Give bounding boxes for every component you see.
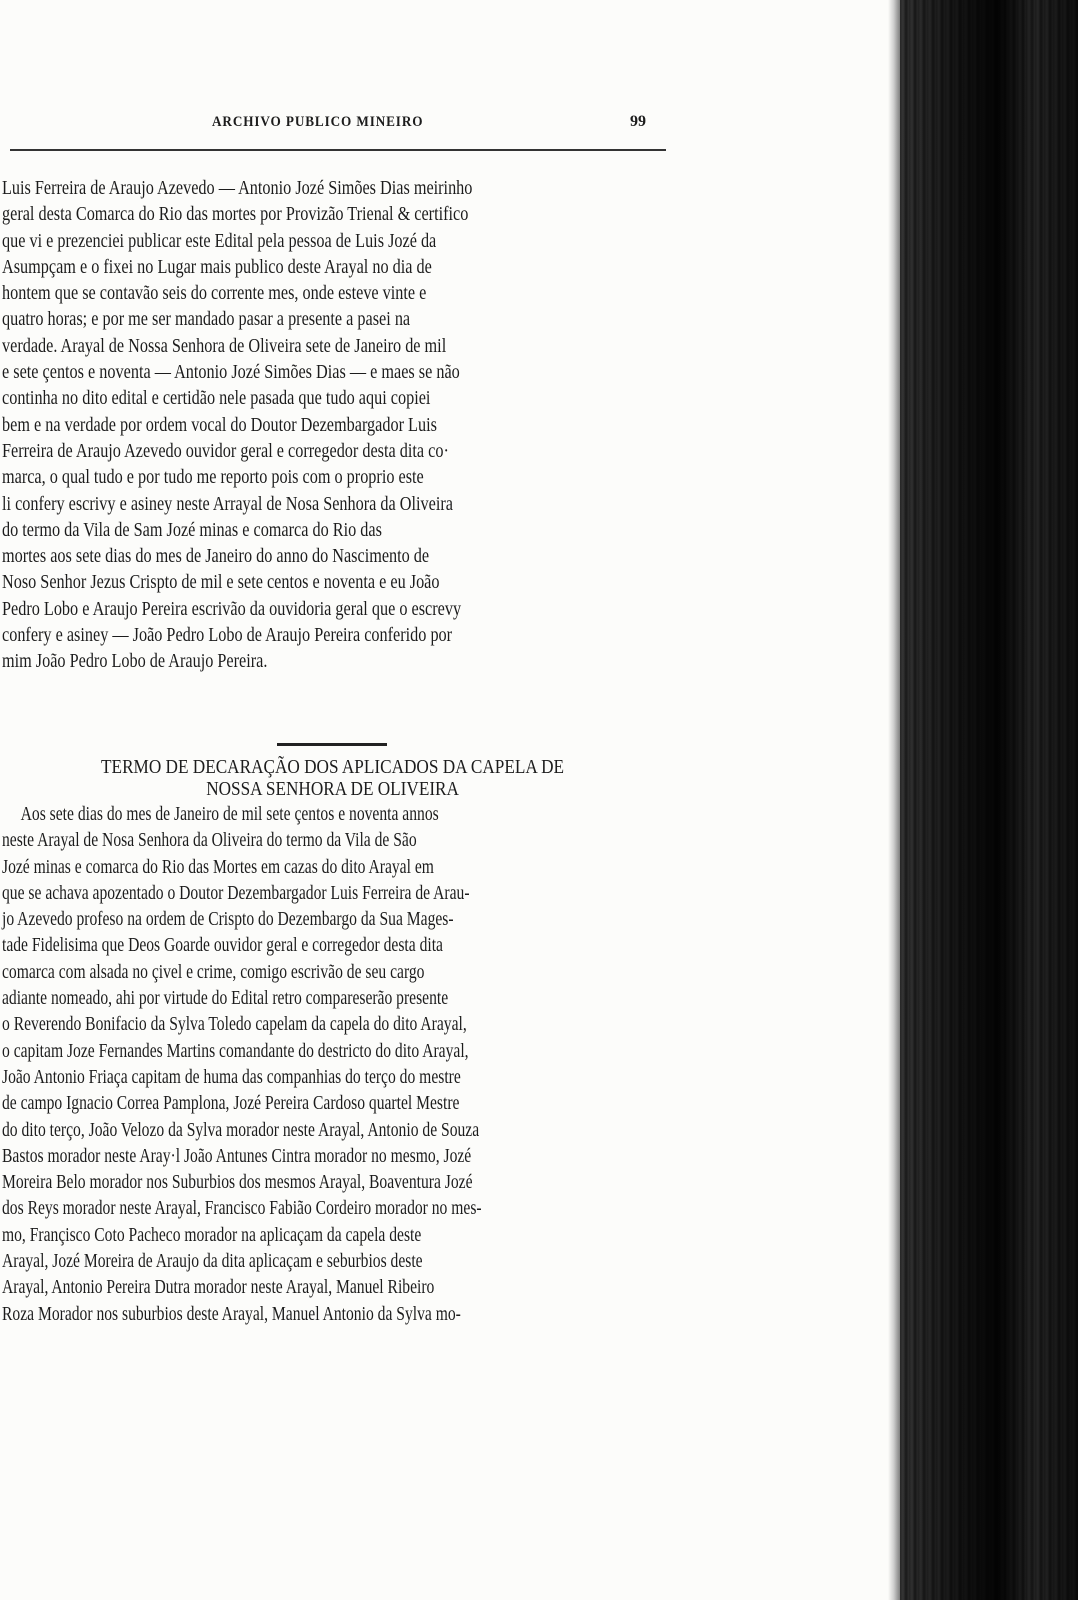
text-line-content: Roza Morador nos suburbios deste Arayal, Manuel Antonio da Sylva mo- <box>2 1303 461 1325</box>
text-line <box>0 360 665 386</box>
text-line <box>0 1223 665 1249</box>
text-line <box>0 229 665 255</box>
text-line <box>0 623 665 649</box>
running-title: ARCHIVO PUBLICO MINEIRO <box>212 114 424 130</box>
text-line <box>0 570 665 596</box>
text-line-content: que se achava apozentado o Doutor Dezembargador Luis Ferreira de Arau- <box>2 882 470 904</box>
text-line-content: Asumpçam e o fixei no Lugar mais publico deste Arayal no dia de <box>2 256 432 278</box>
text-line-content: e sete çentos e noventa — Antonio Jozé Simões Dias — e maes se não <box>2 362 460 384</box>
text-line-content: Moreira Belo morador nos Suburbios dos mesmos Arayal, Boaventura Jozé <box>2 1172 473 1194</box>
text-line-content: Arayal, Antonio Pereira Dutra morador neste Arayal, Manuel Ribeiro <box>2 1277 435 1299</box>
text-line <box>0 1118 665 1144</box>
text-line <box>0 828 665 854</box>
text-line-content: Jozé minas e comarca do Rio das Mortes em cazas do dito Arayal em <box>2 856 434 878</box>
text-line <box>0 1275 665 1301</box>
paragraph-certificate <box>0 176 665 676</box>
text-line-content: geral desta Comarca do Rio das mortes por Provizão Trienal & certifico <box>2 204 469 226</box>
text-line <box>0 307 665 333</box>
text-line-content: continha no dito edital e certidão nele pasada que tudo aqui copiei <box>2 388 431 410</box>
paragraph-termo <box>0 802 665 1328</box>
text-line-content: jo Azevedo profeso na ordem de Crispto do Dezembargo da Sua Mages- <box>2 909 454 931</box>
text-line <box>0 1249 665 1275</box>
text-line-content: mim João Pedro Lobo de Araujo Pereira. <box>2 651 268 673</box>
text-line-content: Luis Ferreira de Araujo Azevedo — Antonio Jozé Simões Dias meirinho <box>2 178 473 199</box>
text-line <box>0 544 665 570</box>
text-line <box>0 1065 665 1091</box>
text-line-content: confery e asiney — João Pedro Lobo de Araujo Pereira conferido por <box>2 625 453 647</box>
text-line-content: Ferreira de Araujo Azevedo ouvidor geral e corregedor desta dita co· <box>2 440 449 462</box>
text-line <box>0 1170 665 1196</box>
text-line-content: verdade. Arayal de Nossa Senhora de Oliveira sete de Janeiro de mil <box>2 335 447 357</box>
text-line-content: adiante nomeado, ahi por virtude do Edital retro compareserão presente <box>2 988 449 1010</box>
text-line <box>0 176 665 202</box>
text-line-content: neste Arayal de Nosa Senhora da Oliveira do termo da Vila de São <box>2 830 417 852</box>
text-line-content: comarca com alsada no çivel e crime, comigo escrivão de seu cargo <box>2 961 425 983</box>
text-line-content: Bastos morador neste Aray·l João Antunes Cintra morador no mesmo, Jozé <box>2 1145 472 1167</box>
text-line <box>0 439 665 465</box>
header-rule <box>10 149 666 151</box>
text-line-content: li confery escrivy e asiney neste Arrayal de Nosa Senhora da Oliveira <box>2 493 453 515</box>
text-line <box>0 1039 665 1065</box>
text-line <box>0 986 665 1012</box>
text-line <box>0 1196 665 1222</box>
text-line <box>0 413 665 439</box>
text-line-content: Arayal, Jozé Moreira de Araujo da dita aplicaçam e seburbios deste <box>2 1251 423 1273</box>
text-line <box>0 518 665 544</box>
text-line <box>0 1091 665 1117</box>
text-line-content: do dito terço, João Velozo da Sylva morador neste Arayal, Antonio de Souza <box>2 1119 480 1141</box>
text-line-content: o Reverendo Bonifacio da Sylva Toledo capelam da capela do dito Arayal, <box>2 1014 467 1036</box>
text-line <box>0 1012 665 1038</box>
text-line <box>0 465 665 491</box>
text-line <box>0 855 665 881</box>
section-title-line-2: NOSSA SENHORA DE OLIVEIRA <box>206 778 459 800</box>
book-spine <box>900 0 1078 1600</box>
text-line-content: hontem que se contavão seis do corrente mes, onde esteve vinte e <box>2 283 427 305</box>
section-title-line-1: TERMO DE DECARAÇÃO DOS APLICADOS DA CAPELA DE <box>101 756 565 778</box>
text-line <box>0 1144 665 1170</box>
text-line <box>0 597 665 623</box>
text-line <box>0 802 665 828</box>
page-number: 99 <box>630 113 646 130</box>
text-line <box>0 281 665 307</box>
text-line <box>0 386 665 412</box>
text-line <box>0 1302 665 1328</box>
text-line-content: tade Fidelisima que Deos Goarde ouvidor geral e corregedor desta dita <box>2 935 443 957</box>
text-line <box>0 649 665 675</box>
text-line-content: Pedro Lobo e Araujo Pereira escrivão da ouvidoria geral que o escrevy <box>2 598 462 620</box>
section-divider <box>277 743 387 746</box>
text-line-content: mortes aos sete dias do mes de Janeiro do anno do Nascimento de <box>2 546 430 568</box>
text-line-content: dos Reys morador neste Arayal, Francisco Fabião Cordeiro morador no mes- <box>2 1198 482 1220</box>
text-line-content: Noso Senhor Jezus Crispto de mil e sete centos e noventa e eu João <box>2 572 440 594</box>
text-line-content: João Antonio Friaça capitam de huma das companhias do terço do mestre <box>2 1066 461 1088</box>
text-line-content: de campo Ignacio Correa Pamplona, Jozé Pereira Cardoso quartel Mestre <box>2 1093 460 1115</box>
text-line <box>0 933 665 959</box>
text-line-content: o capitam Joze Fernandes Martins comandante do destricto do dito Arayal, <box>2 1040 469 1062</box>
text-line-content: Aos sete dias do mes de Janeiro de mil sete çentos e noventa annos <box>2 804 439 825</box>
text-line <box>0 202 665 228</box>
text-line <box>0 334 665 360</box>
text-line-content: que vi e prezenciei publicar este Edital pela pessoa de Luis Jozé da <box>2 230 437 252</box>
text-line-content: quatro horas; e por me ser mandado pasar a presente a pasei na <box>2 309 411 331</box>
text-line-content: bem e na verdade por ordem vocal do Doutor Dezembargador Luis <box>2 414 437 436</box>
text-line <box>0 907 665 933</box>
text-line-content: marca, o qual tudo e por tudo me reporto pois com o proprio este <box>2 467 424 489</box>
text-line <box>0 881 665 907</box>
text-line-content: mo, Françisco Coto Pacheco morador na aplicaçam da capela deste <box>2 1224 422 1246</box>
text-line-content: do termo da Vila de Sam Jozé minas e comarca do Rio das <box>2 519 382 541</box>
text-line <box>0 492 665 518</box>
text-line <box>0 255 665 281</box>
text-line <box>0 960 665 986</box>
